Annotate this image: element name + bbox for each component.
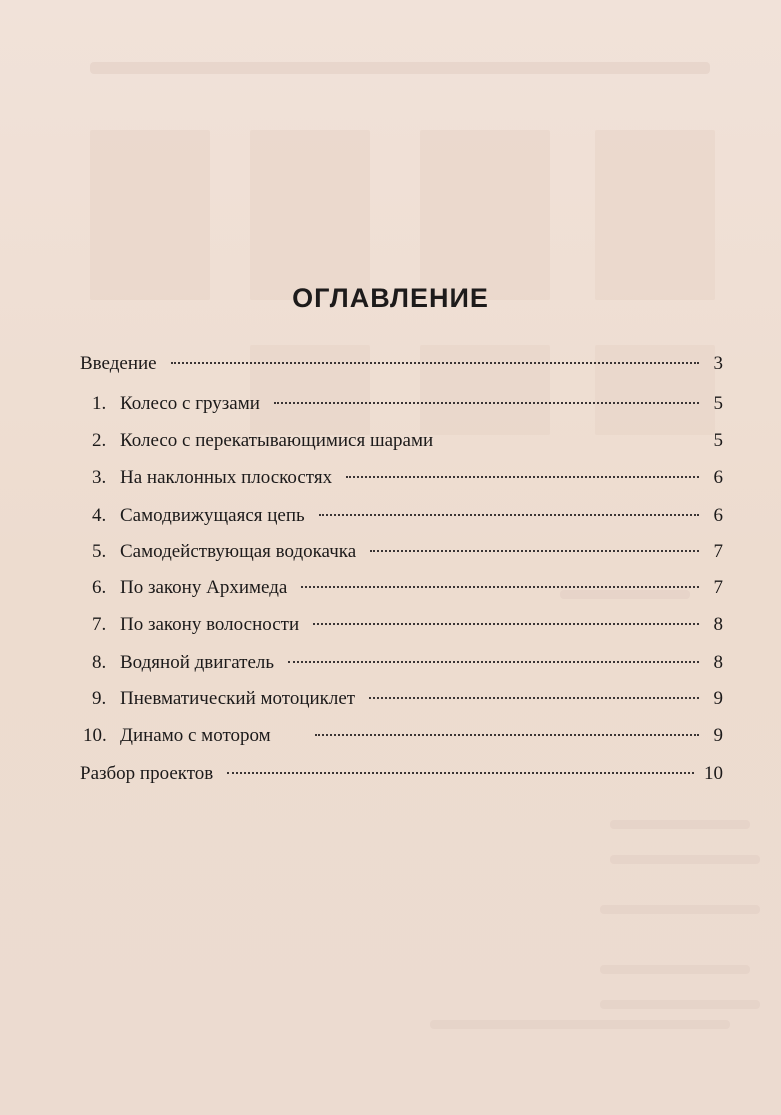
- page-title: ОГЛАВЛЕНИЕ: [292, 283, 489, 313]
- toc-row-8[interactable]: [92, 650, 723, 676]
- toc-row-10[interactable]: [83, 723, 723, 749]
- toc-label: Колесо с перекатывающимися шарами: [120, 430, 434, 451]
- leader-dots: [227, 772, 694, 774]
- toc-number: 7.: [92, 614, 107, 635]
- toc-label: По закону волосности: [120, 614, 300, 635]
- toc-row-2[interactable]: [92, 428, 723, 454]
- toc-label: По закону Архимеда: [120, 577, 288, 598]
- toc-label: Самодействующая водокачка: [120, 541, 357, 562]
- toc-page-number: 9: [713, 688, 723, 709]
- toc-row-4[interactable]: [92, 503, 723, 529]
- toc-row-3[interactable]: [92, 465, 723, 491]
- toc-page-number: 6: [713, 505, 723, 526]
- leader-dots: [313, 623, 699, 625]
- toc-row-6[interactable]: [92, 575, 723, 601]
- toc-number: 3.: [92, 467, 107, 488]
- toc-page-number: 8: [713, 652, 723, 673]
- leader-dots: [274, 402, 699, 404]
- toc-label: Колесо с грузами: [120, 393, 260, 414]
- leader-dots: [171, 362, 699, 364]
- toc-row-9[interactable]: [92, 686, 723, 712]
- toc-number: 5.: [92, 541, 107, 562]
- toc-number: 10.: [83, 725, 107, 746]
- toc-label: Самодвижущаяся цепь: [120, 505, 305, 526]
- leader-dots: [288, 661, 699, 663]
- toc-row-7[interactable]: [92, 612, 723, 638]
- toc-page-number: 5: [713, 393, 723, 414]
- leader-dots: [369, 697, 699, 699]
- toc-label: Разбор проектов: [80, 763, 214, 784]
- toc-number: 8.: [92, 652, 107, 673]
- toc-row-1[interactable]: [92, 391, 723, 417]
- toc-number: 2.: [92, 430, 107, 451]
- leader-dots: [370, 550, 699, 552]
- leader-dots: [319, 514, 699, 516]
- toc-page-number: 3: [713, 353, 723, 374]
- leader-dots: [447, 439, 699, 441]
- toc-page-number: 9: [713, 725, 723, 746]
- toc-page-number: 6: [713, 467, 723, 488]
- toc-row-project-review[interactable]: [80, 761, 723, 787]
- toc-page-number: 7: [713, 577, 723, 598]
- toc-page-number: 7: [713, 541, 723, 562]
- toc-page-number: 10: [704, 763, 723, 784]
- leader-dots: [301, 586, 699, 588]
- toc-label: На наклонных плоскостях: [120, 467, 333, 488]
- leader-dots: [315, 734, 699, 736]
- toc-label: Пневматический мотоциклет: [120, 688, 356, 709]
- toc-page-number: 5: [713, 430, 723, 451]
- leader-dots: [346, 476, 699, 478]
- toc-label: Водяной двигатель: [120, 652, 275, 673]
- toc-label: Динамо с мотором: [120, 725, 271, 746]
- toc-number: 4.: [92, 505, 107, 526]
- toc-number: 9.: [92, 688, 107, 709]
- toc-number: 6.: [92, 577, 107, 598]
- toc-label: Введение: [80, 353, 157, 374]
- toc-number: 1.: [92, 393, 107, 414]
- toc-row-5[interactable]: [92, 539, 723, 565]
- toc-row-introduction[interactable]: [80, 351, 723, 377]
- toc-page-number: 8: [713, 614, 723, 635]
